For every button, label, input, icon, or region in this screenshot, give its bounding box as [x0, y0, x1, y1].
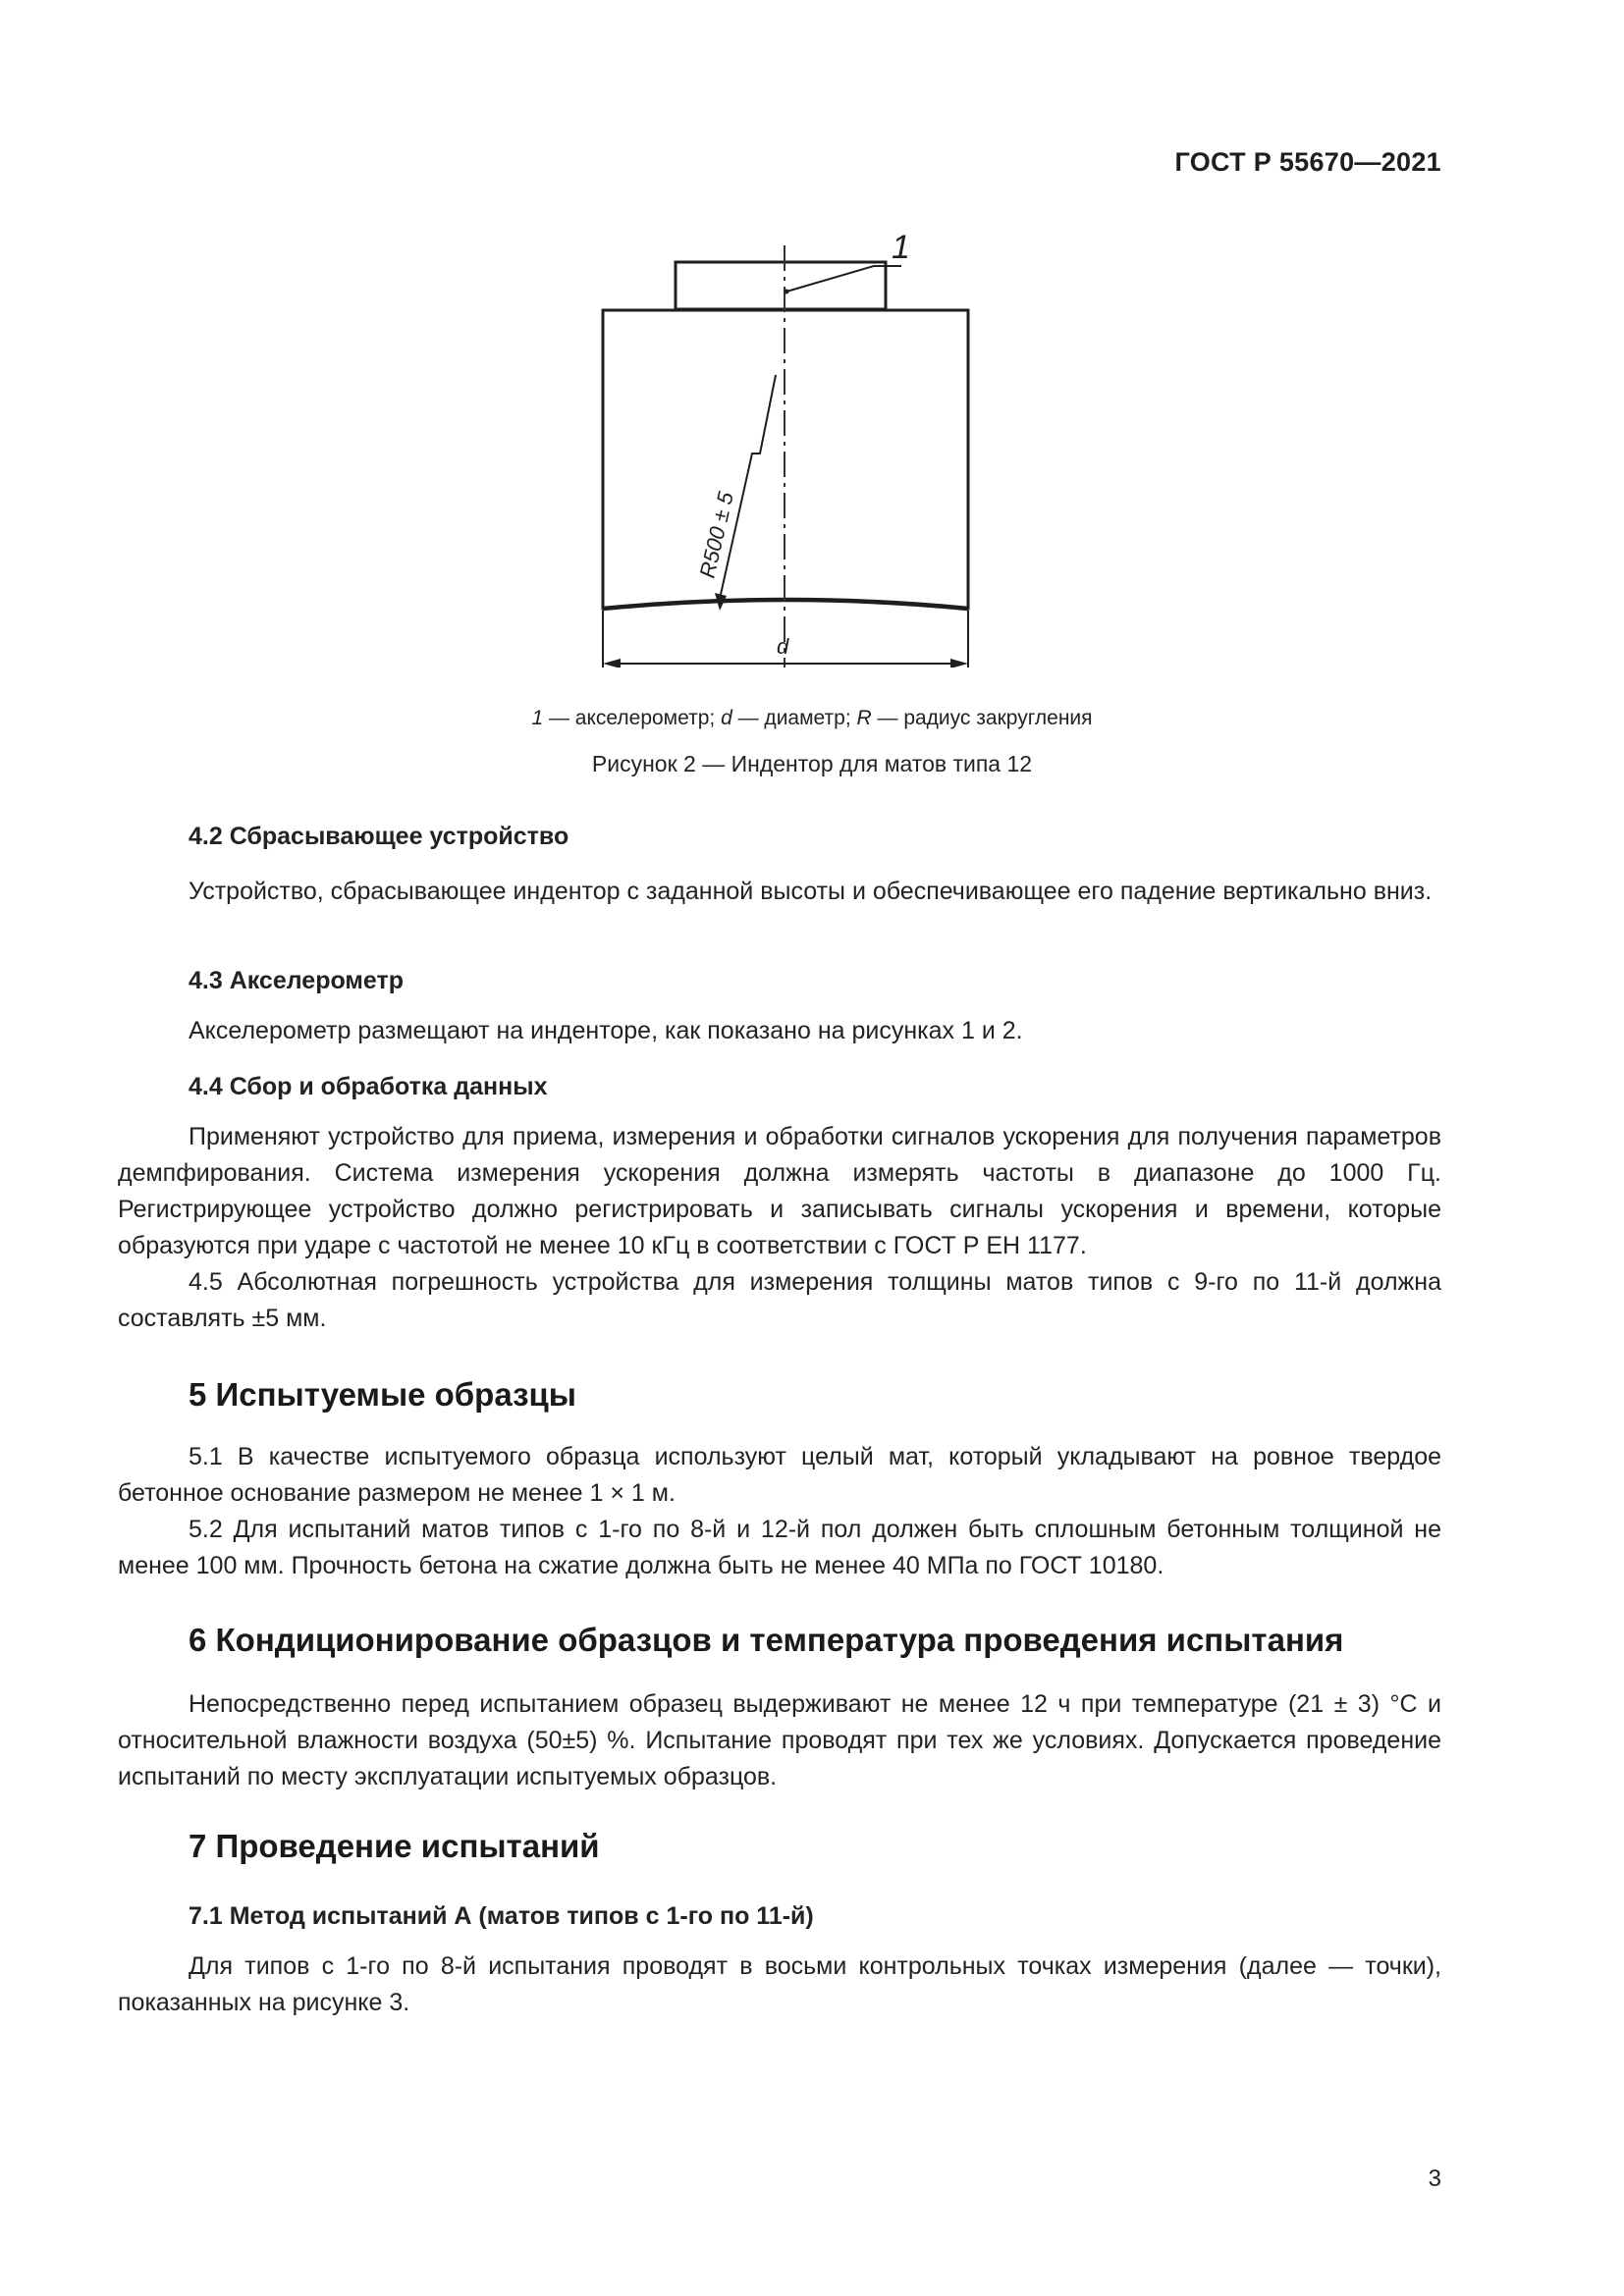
- radius-label: R500 ± 5: [694, 489, 738, 581]
- callout-label: 1: [892, 229, 910, 266]
- section-7-1-body: [118, 1949, 1441, 2021]
- figure-caption: Рисунок 2 — Индентор для матов типа 12: [591, 751, 1033, 776]
- paragraph: 5.2 Для испытаний матов типов с 1-го по 8-й и 12-й пол должен быть сплошным бетонным толщиной не менее 100 мм. Прочность бетона на сжатие должна быть не менее 40 МПа по ГОСТ 10180.: [118, 1516, 1441, 1579]
- heading-6: 6 Кондиционирование образцов и температура проведения испытания: [189, 1622, 1344, 1658]
- page-number: 3: [1428, 2165, 1441, 2192]
- diameter-label: d: [777, 634, 789, 659]
- heading-7: 7 Проведение испытаний: [189, 1828, 600, 1864]
- paragraph: Для типов с 1-го по 8-й испытания проводят в восьми контрольных точках измерения (далее — точки), показанных на рисунке 3.: [118, 1952, 1441, 2016]
- paragraph: 5.1 В качестве испытуемого образца используют целый мат, который укладывают на ровное твердое бетонное основание размером не менее 1 × 1 м.: [118, 1443, 1441, 1507]
- heading-4-3: 4.3 Акселерометр: [189, 967, 404, 994]
- indentor-drawing: [589, 226, 982, 667]
- section-5-body: [118, 1439, 1441, 1584]
- heading-4-2: 4.2 Сбрасывающее устройство: [189, 823, 569, 850]
- figure-legend: 1 — акселерометр; d — диаметр; R — радиус закругления: [531, 707, 1093, 729]
- paragraph: Непосредственно перед испытанием образец выдерживают не менее 12 ч при температуре (21 ± 3) °C и относительной влажности воздуха (50±5) %. Испытание проводят при тех же условиях. Допускается проведение испытаний по месту эксплуатации испытуемых образцов.: [118, 1690, 1441, 1790]
- heading-7-1: 7.1 Метод испытаний А (матов типов с 1-го по 11-й): [189, 1902, 814, 1930]
- paragraph: Устройство, сбрасывающее индентор с заданной высоты и обеспечивающее его падение вертикально вниз.: [189, 878, 1433, 905]
- section-4-4-body: [118, 1119, 1441, 1337]
- radius-leader: [720, 375, 776, 599]
- paragraph: 4.5 Абсолютная погрешность устройства для измерения толщины матов типов с 9-го по 11-й должна составлять ±5 мм.: [118, 1268, 1441, 1332]
- paragraph: Акселерометр размещают на инденторе, как показано на рисунках 1 и 2.: [189, 1017, 1023, 1044]
- standard-id: ГОСТ Р 55670—2021: [1174, 147, 1441, 177]
- section-4-2-body: [118, 874, 1441, 910]
- indentor-figure: [589, 226, 982, 667]
- paragraph: Применяют устройство для приема, измерения и обработки сигналов ускорения для получения параметров демпфирования. Система измерения ускорения должна измерять частоты в диапазоне до 1000 Гц. Регистрирующее устройство должно регистрировать и записывать сигналы ускорения и времени, которые образуются при ударе с частотой не менее 10 кГц в соответствии с ГОСТ Р ЕН 1177.: [118, 1123, 1441, 1259]
- heading-4-4: 4.4 Сбор и обработка данных: [189, 1073, 548, 1100]
- callout-leader: [786, 266, 901, 292]
- section-4-3-body: [118, 1013, 1441, 1049]
- accelerometer-shape: [676, 262, 886, 309]
- heading-5: 5 Испытуемые образцы: [189, 1376, 576, 1413]
- section-6-body: [118, 1686, 1441, 1795]
